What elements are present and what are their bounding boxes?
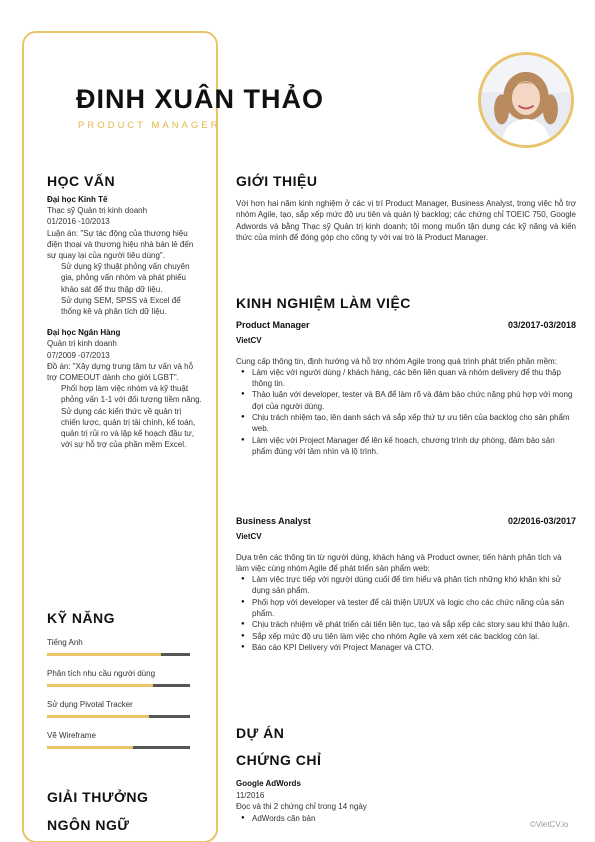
skill-bar-fill bbox=[47, 684, 153, 687]
skill-label: Sử dụng Pivotal Tracker bbox=[47, 700, 133, 709]
education-bullet: Sử dụng SEM, SPSS và Excel để thống kê và phân tích dữ liệu. bbox=[61, 295, 181, 317]
certificate-name: Google AdWords bbox=[236, 779, 301, 788]
education-bullets bbox=[47, 261, 202, 317]
skill-bar-fill bbox=[47, 746, 133, 749]
education-period: 07/2009 -07/2013 bbox=[47, 350, 110, 360]
education-bullet: Sử dụng các kiến thức về quản trị chiến lược, quản trị tài chính, kế toán, quản trị rủi ro và lập kế hoạch đầu tư, với sự hỗ trợ của phần mềm Excel. bbox=[61, 406, 196, 450]
languages-heading: NGÔN NGỮ bbox=[47, 817, 130, 833]
job-company: VietCV bbox=[236, 336, 262, 346]
skill-item bbox=[47, 638, 190, 669]
skill-item bbox=[47, 731, 190, 762]
job-bullet: ● Thảo luận với developer, tester và BA để làm rõ và đảm bảo chức năng phù hợp với mong đợi của người dùng. bbox=[252, 389, 576, 412]
skills-heading: KỸ NĂNG bbox=[47, 610, 116, 626]
education-period: 01/2016 -10/2013 bbox=[47, 217, 110, 227]
job-header bbox=[236, 320, 576, 331]
education-list bbox=[47, 194, 202, 450]
job-role: Product Manager bbox=[236, 320, 310, 330]
projects-heading: DỰ ÁN bbox=[236, 725, 285, 741]
education-bullets bbox=[47, 383, 202, 450]
job-company: VietCV bbox=[236, 532, 262, 542]
education-degree: Quản trị kinh doanh bbox=[47, 339, 117, 349]
education-degree: Thạc sỹ Quản trị kinh doanh bbox=[47, 206, 148, 216]
candidate-name: ĐINH XUÂN THẢO bbox=[76, 84, 324, 114]
job-period: 03/2017-03/2018 bbox=[507, 320, 576, 330]
skill-item bbox=[47, 669, 190, 700]
skill-bar bbox=[47, 653, 190, 656]
job-bullet: ● Làm việc trực tiếp với người dùng cuối để tìm hiểu và phân tích những khó khăn khi sử dụng sản phẩm. bbox=[252, 574, 576, 597]
candidate-title: PRODUCT MANAGER bbox=[78, 120, 221, 131]
certificate-date: 11/2016 bbox=[236, 790, 265, 800]
education-heading: HỌC VẤN bbox=[47, 173, 116, 189]
intro-text: Với hơn hai năm kinh nghiệm ở các vị trí Product Manager, Business Analyst, trong việc hỗ trợ nhóm Agile, tạo, sắp xếp mức độ ưu tiên và quản lý backlog; các chứng chỉ TOEIC 750, Google Adwords và bằng Thạc sỹ Quản trị kinh doanh; tôi mong muốn tận dụng các kỹ năng và kiến thức của mình để đóng góp cho công ty với vai trò là Product Manager. bbox=[236, 199, 576, 242]
job-description: Cung cấp thông tin, định hướng và hỗ trợ nhóm Agile trong quá trình phát triển phần mềm: bbox=[236, 356, 557, 366]
skill-bar bbox=[47, 684, 190, 687]
job-bullet: ● Báo cáo KPI Delivery với Project Manager và CTO. bbox=[252, 642, 576, 653]
skills-list bbox=[47, 638, 190, 762]
skill-bar-fill bbox=[47, 653, 161, 656]
job-bullet: ● Chịu trách nhiệm về phát triển cải tiến liên tục, tạo và sắp xếp các story sau khi thảo luận. bbox=[252, 619, 576, 630]
watermark: ©VietCV.io bbox=[530, 820, 569, 829]
experience-heading: KINH NGHIỆM LÀM VIỆC bbox=[236, 295, 411, 311]
job-role: Business Analyst bbox=[236, 516, 311, 526]
intro-section bbox=[236, 198, 576, 243]
skill-bar bbox=[47, 715, 190, 718]
skill-label: Vẽ Wireframe bbox=[47, 731, 96, 740]
job-header bbox=[236, 516, 576, 527]
education-bullet: Phối hợp làm việc nhóm và kỹ thuật phỏng vấn 1-1 với đối tượng tiềm năng. bbox=[61, 384, 202, 405]
job-bullet: ● Làm việc với Project Manager để lên kế hoạch, chương trình dự phòng, đảm bảo sản phẩm đúng với tầm nhìn và lộ trình. bbox=[252, 435, 576, 458]
skill-item bbox=[47, 700, 190, 731]
job-bullets bbox=[236, 367, 576, 457]
job-period: 02/2016-03/2017 bbox=[507, 516, 576, 526]
awards-heading: GIẢI THƯỞNG bbox=[47, 789, 149, 805]
job-bullet: ● Phối hợp với developer và tester để cải thiện UI/UX và logic cho các chức năng của sản phẩm. bbox=[252, 597, 576, 620]
skill-label: Tiếng Anh bbox=[47, 638, 83, 647]
job-bullet: ● Chịu trách nhiệm tạo, lên danh sách và sắp xếp thứ tự ưu tiên của backlog cho sản phẩm web. bbox=[252, 412, 576, 435]
certificates-heading: CHỨNG CHỈ bbox=[236, 752, 322, 768]
education-thesis: Đồ án: "Xây dựng trung tâm tư vấn và hỗ trợ COMEOUT dành cho giới LGBT". bbox=[47, 361, 194, 383]
education-item bbox=[47, 327, 202, 450]
education-thesis: Luận án: "Sự tác động của thương hiệu điện thoại và thương hiệu nhà bán lẻ đến sự quay lại của người tiêu dùng". bbox=[47, 228, 194, 261]
avatar-image bbox=[481, 55, 571, 145]
skill-label: Phân tích nhu cầu người dùng bbox=[47, 669, 156, 678]
job-item bbox=[236, 320, 576, 457]
skill-bar bbox=[47, 746, 190, 749]
certificate-bullet: ● AdWords căn bản bbox=[252, 813, 576, 825]
intro-heading: GIỚI THIỆU bbox=[236, 173, 318, 189]
certificate-bullets bbox=[236, 813, 576, 825]
job-item bbox=[236, 516, 576, 653]
certificate-item bbox=[236, 778, 576, 824]
education-school: Đại học Ngân Hàng bbox=[47, 328, 121, 338]
job-bullets bbox=[236, 574, 576, 653]
skill-bar-fill bbox=[47, 715, 149, 718]
certificate-note: Đọc và thi 2 chứng chỉ trong 14 ngày bbox=[236, 802, 367, 812]
education-bullet: Sử dụng kỹ thuật phỏng vấn chuyên gia, phỏng vấn nhóm và phát phiếu khảo sát để thu thập dữ liệu. bbox=[61, 262, 190, 294]
education-item bbox=[47, 194, 202, 317]
profile-photo bbox=[478, 52, 574, 148]
education-school: Đại học Kinh Tế bbox=[47, 195, 108, 204]
job-bullet: ● Làm việc với người dùng / khách hàng, các bên liên quan và nhóm delivery để thu thập thông tin. bbox=[252, 367, 576, 390]
job-description: Dựa trên các thông tin từ người dùng, khách hàng và Product owner, tiến hành phân tích và làm việc cùng nhóm Agile để phát triển sản phẩm web: bbox=[236, 552, 562, 573]
job-bullet: ● Sắp xếp mức độ ưu tiên làm việc cho nhóm Agile và xem xét các backlog còn lại. bbox=[252, 631, 576, 642]
